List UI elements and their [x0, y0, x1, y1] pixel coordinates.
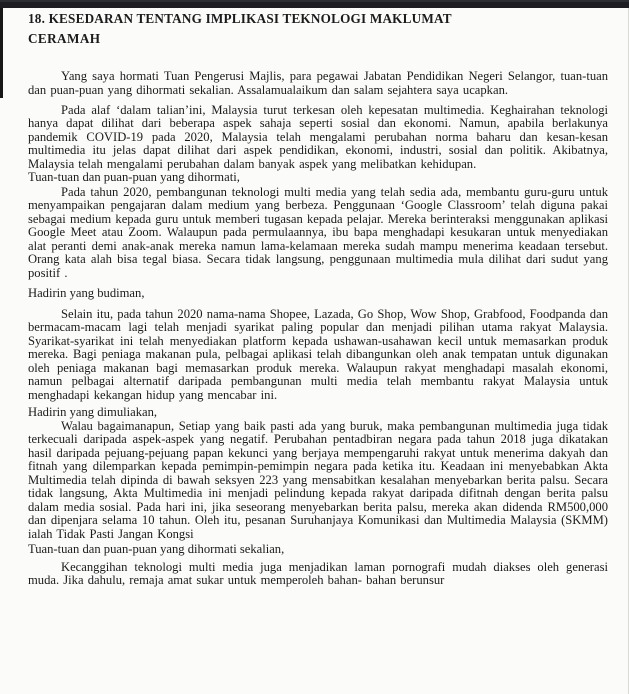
document-subheading: CERAMAH	[28, 31, 101, 46]
document-content	[28, 12, 608, 588]
salutation-line: Tuan-tuan dan puan-puan yang dihormati sekalian,	[28, 542, 285, 556]
paragraph-negative-aspects: Walau bagaimanapun, Setiap yang baik pasti ada yang buruk, maka pembangunan multimedia juga tidak terkecuali daripada aspek-aspek yang negatif. Perubahan pentadbiran negara pada tahun 2018 juga dikatakan hasil daripada pejuang-pejuang papan kekunci yang berjaya mempengaruhi rakyat untuk menerima dakyah dan fitnah yang dilemparkan kepada pemimpin-pemimpin negara pada ketika itu. Keadaan ini menyebabkan Akta Multimedia telah dipinda di bawah seksyen 223 yang mensabitkan kesalahan menyebarkan berita palsu. Secara tidak langsung, Akta Multimedia ini menjadi pelindung kepada rakyat daripada difitnah dengan berita palsu dalam media sosial. Pada hari ini, jika seseorang menyebarkan berita palsu, mereka akan didenda RM500,000 dan dipenjara selama 10 tahun. Oleh itu, pesanan Suruhanjaya Komunikasi dan Multimedia Malaysia (SKMM) ialah Tidak Pasti Jangan Kongsi	[28, 418, 608, 541]
salutation-line: Hadirin yang budiman,	[28, 286, 145, 300]
document-heading: 18. KESEDARAN TENTANG IMPLIKASI TEKNOLOGI MAKLUMAT	[28, 11, 452, 26]
paragraph-education: Pada tahun 2020, pembangunan teknologi multi media yang telah sedia ada, membantu guru-guru untuk menyampaikan pengajaran dalam medium yang berbeza. Penggunaan ‘Google Classroom’ telah diguna pakai sebagai medium kepada guru untuk memberi tugasan kepada pelajar. Mereka berinteraksi menggunakan aplikasi Google Meet atau Zoom. Walaupun pada permulaannya, ibu bapa menghadapi kesukaran untuk menyediakan alat peranti demi anak-anak mereka namun lama-kelamaan mereka sudah mampu menerima keadaan tersebut. Orang kata alah bisa tegal biasa. Secara tidak langsung, penggunaan multimedia mula dilihat dari sudut yang positif .	[28, 184, 608, 280]
scan-top-border	[0, 0, 629, 8]
scan-left-border	[0, 8, 3, 98]
salutation-line: Tuan-tuan dan puan-puan yang dihormati,	[28, 170, 240, 184]
paragraph-pornography-access: Kecanggihan teknologi multi media juga menjadikan laman pornografi mudah diakses oleh generasi muda. Jika dahulu, remaja amat sukar untuk memperoleh bahan- bahan berunsur	[28, 559, 608, 587]
paragraph-intro-multimedia: Pada alaf ‘dalam talian’ini, Malaysia turut terkesan oleh kepesatan multimedia. Keghairahan teknologi hanya dapat dilihat dari beberapa aspek sahaja seperti sosial dan ekonomi. Namun, apabila berlakunya pandemik COVID-19 pada 2020, Malaysia telah mengalami perubahan norma baharu dan kesan-kesan multimedia itu jelas dapat dilihat dari aspek pendidikan, ekonomi, industri, sosial dan politik. Akibatnya, Malaysia telah mengalami perubahan dalam banyak aspek yang melibatkan kehidupan.	[28, 102, 608, 171]
paragraph-ecommerce: Selain itu, pada tahun 2020 nama-nama Shopee, Lazada, Go Shop, Wow Shop, Grabfood, Foodpanda dan bermacam-macam lagi telah menjadi syarikat paling popular dan menjadi pilihan utama rakyat Malaysia. Syarikat-syarikat ini telah menyediakan platform kepada ushawan-usahawan kecil untuk memasarkan produk mereka. Bagi peniaga makanan pula, pelbagai aplikasi telah dibangunkan oleh anak tempatan untuk digunakan oleh peniaga makanan bagi memasarkan produk mereka. Walaupun rakyat menghadapi masalah ekonomi, namun pelbagai alternatif daripada pembangunan multi media telah membantu rakyat Malaysia untuk menghadapi kekangan hidup yang mencabar ini.	[28, 306, 608, 402]
salutation-line: Hadirin yang dimuliakan,	[28, 405, 158, 419]
paragraph-greeting: Yang saya hormati Tuan Pengerusi Majlis, para pegawai Jabatan Pendidikan Negeri Selangor, tuan-tuan dan puan-puan yang dihormati sekalian. Assalamualaikum dan salam sejahtera saya ucapkan.	[28, 69, 608, 97]
